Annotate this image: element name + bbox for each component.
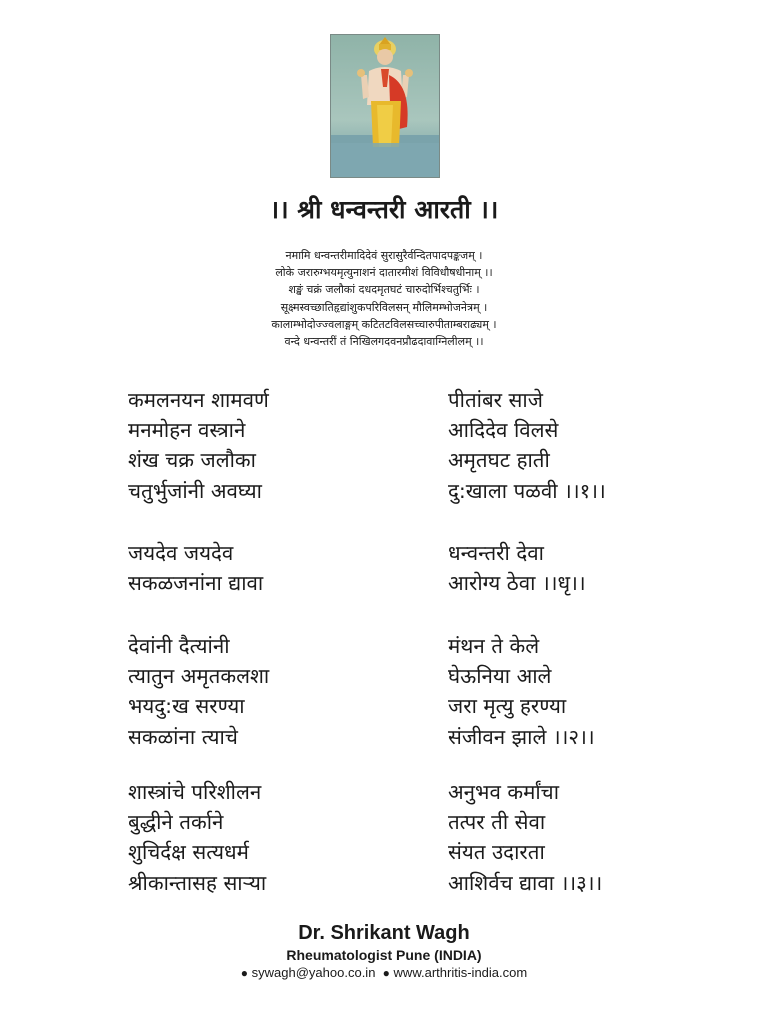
author-name: Dr. Shrikant Wagh — [298, 922, 470, 944]
aarti-chorus — [0, 539, 768, 599]
verse-row — [0, 386, 768, 416]
verse-left: बुद्धीने तर्काने — [128, 810, 224, 835]
verse-left: भयदु:ख सरण्या — [128, 694, 245, 719]
verse-row — [0, 692, 768, 722]
verse-left: चतुर्भुजांनी अवघ्या — [128, 478, 262, 503]
verse-row — [0, 838, 768, 868]
verse-right: आशिर्वच द्यावा ।।३।। — [448, 870, 603, 895]
verse-left: देवांनी दैत्यांनी — [128, 634, 230, 658]
verse-row — [0, 808, 768, 838]
verse-right: अमृतघट हाती — [448, 448, 550, 473]
verse-right: धन्वन्तरी देवा — [448, 541, 544, 565]
verse-left: शंख चक्र जलौका — [128, 448, 256, 473]
aarti-stanza-2 — [0, 632, 768, 753]
website-link[interactable]: www.arthritis-india.com — [393, 965, 528, 980]
verse-row — [0, 446, 768, 476]
shloka-line: शङ्खं चक्रं जलौकां दधदमृतघटं चारुदोर्भिश्चतुर्भिः । — [288, 283, 480, 297]
shloka-line: वन्दे धन्वन्तरीं तं निखिलगदवनप्रौढदावाग्निलीलम् ।। — [284, 335, 484, 349]
verse-right: दु:खाला पळवी ।।१।। — [448, 478, 606, 503]
verse-right: अनुभव कर्मांचा — [448, 780, 560, 804]
shloka-line: लोके जरारुग्भयमृत्युनाशनं दातारमीशं विविधौषधीनाम् ।। — [275, 266, 493, 280]
bullet-icon: ● — [240, 966, 249, 980]
verse-left: सकळांना त्याचे — [128, 724, 238, 749]
email-link[interactable]: sywagh@yahoo.co.in — [251, 965, 376, 980]
sanskrit-shloka — [0, 247, 768, 350]
verse-row — [0, 569, 768, 599]
verse-right: घेऊनिया आले — [448, 664, 552, 689]
author-contact — [0, 965, 768, 980]
dhanvantari-deity-image — [330, 34, 440, 178]
verse-row — [0, 662, 768, 692]
verse-left: कमलनयन शामवर्ण — [128, 388, 269, 412]
verse-row — [0, 778, 768, 808]
verse-row — [0, 723, 768, 753]
verse-right: मंथन ते केले — [448, 634, 540, 658]
author-role: Rheumatologist Pune (INDIA) — [286, 947, 482, 963]
verse-left: त्यातुन अमृतकलशा — [128, 664, 270, 689]
aarti-stanza-1 — [0, 386, 768, 507]
verse-left: सकळजनांना द्यावा — [128, 571, 264, 596]
verse-right: आदिदेव विलसे — [448, 418, 559, 443]
verse-right: संयत उदारता — [448, 840, 545, 865]
shloka-line: सूक्ष्मस्वच्छातिहृद्यांशुकपरिविलसन् मौलिमम्भोजनेत्रम् । — [280, 300, 488, 314]
verse-left: श्रीकान्तासह साऱ्या — [128, 870, 267, 895]
aarti-stanza-3 — [0, 778, 768, 899]
verse-left: जयदेव जयदेव — [128, 541, 234, 565]
verse-row — [0, 539, 768, 569]
bullet-icon: ● — [382, 966, 390, 980]
verse-right: जरा मृत्यु हरण्या — [448, 694, 567, 719]
verse-right: संजीवन झाले ।।२।। — [448, 724, 595, 749]
verse-row — [0, 416, 768, 446]
page-title: ।। श्री धन्वन्तरी आरती ।। — [269, 195, 499, 224]
verse-right: पीतांबर साजे — [448, 388, 543, 412]
shloka-line: नमामि धन्वन्तरीमादिदेवं सुरासुरैर्वन्दितपादपङ्कजम् । — [285, 249, 483, 262]
verse-left: शास्त्रांचे परिशीलन — [128, 780, 262, 804]
verse-row — [0, 477, 768, 507]
verse-right: तत्पर ती सेवा — [448, 810, 546, 835]
verse-right: आरोग्य ठेवा ।।धृ।। — [448, 571, 586, 596]
shloka-line: कालाम्भोदोज्ज्वलाङ्गम् कटितटविलसच्चारुपीताम्बराढ्यम् । — [271, 317, 497, 331]
verse-row — [0, 869, 768, 899]
verse-left: मनमोहन वस्त्राने — [128, 418, 246, 443]
verse-left: शुचिर्दक्ष सत्यधर्म — [128, 840, 249, 865]
verse-row — [0, 632, 768, 662]
